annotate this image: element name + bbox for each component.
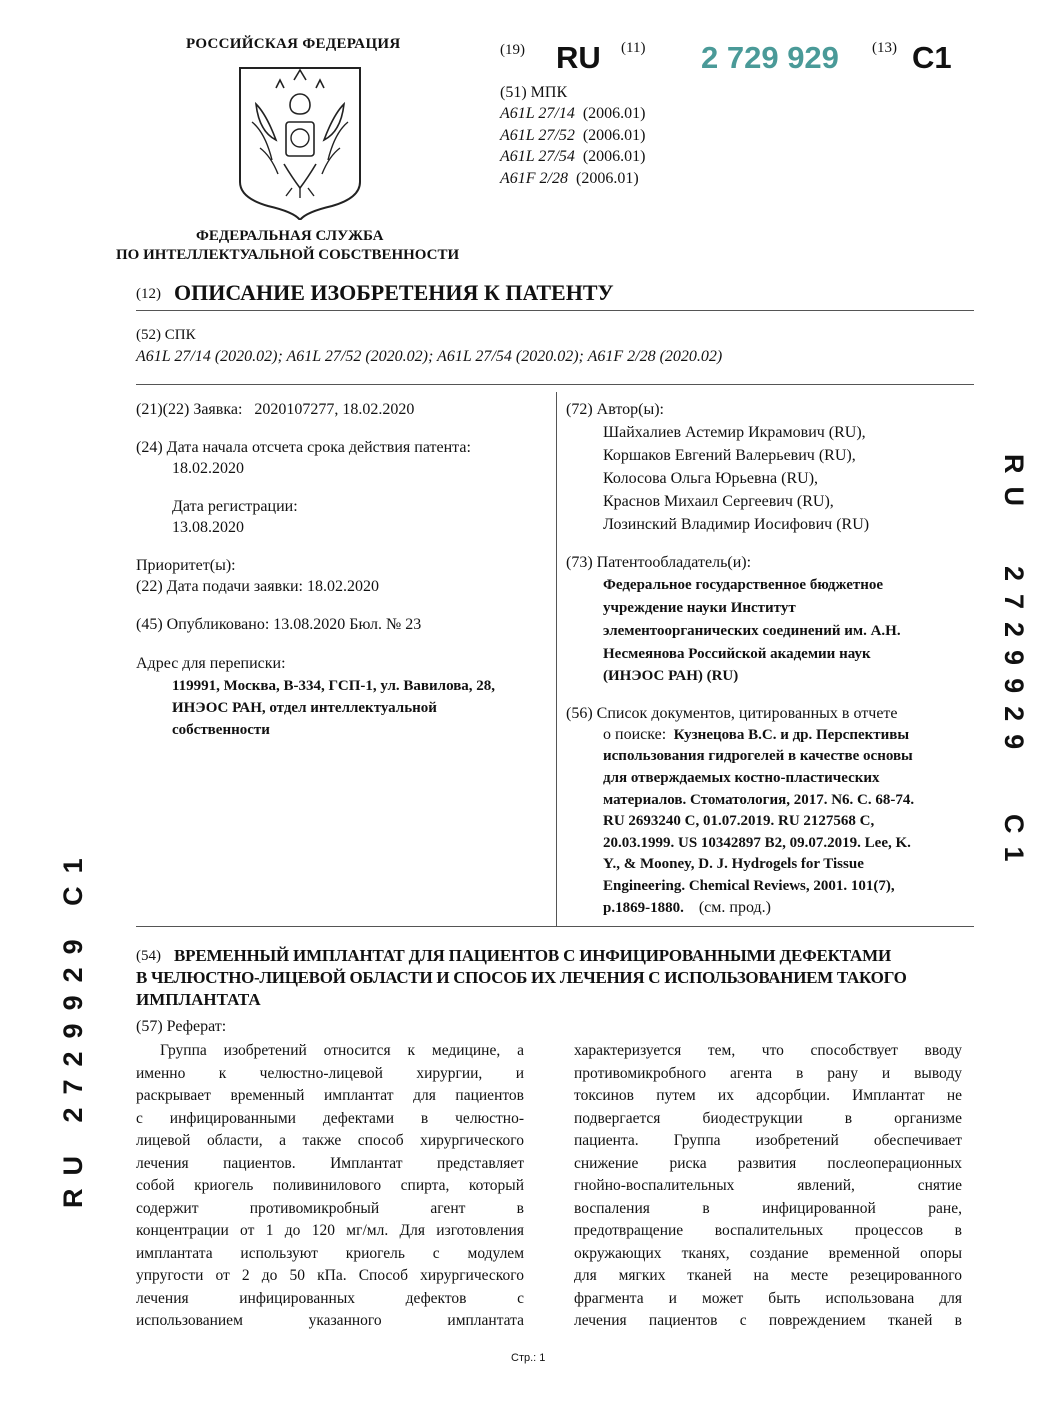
mpk-item-3: A61L 27/54 (2006.01) [500, 148, 646, 165]
mpk-item-2: A61L 27/52 (2006.01) [500, 127, 646, 144]
abstract-line: токсинов путем их адсорбции. Имплантат не [574, 1087, 962, 1104]
abstract-line: содержит противомикробный агент в [136, 1199, 524, 1217]
authors-label: (72) Автор(ы): [566, 401, 664, 418]
cited-line: 20.03.1999. US 10342897 B2, 09.07.2019. Lee, K. [603, 835, 911, 851]
cited-line: использования гидрогелей в качестве основы [603, 748, 913, 764]
agency-line-2: ПО ИНТЕЛЛЕКТУАЛЬНОЙ СОБСТВЕННОСТИ [116, 247, 460, 263]
author-item: Краснов Михаил Сергеевич (RU), [603, 493, 834, 510]
priority-label: Приоритет(ы): [136, 557, 236, 574]
abstract-line: гнойно-воспалительных явлений, снятие [574, 1177, 962, 1194]
abstract-line: окружающих тканях, создание временной опоры [574, 1244, 962, 1262]
cited-line: для отверждаемых костно-пластических [603, 770, 880, 786]
author-item: Лозинский Владимир Иосифович (RU) [603, 516, 870, 533]
invention-title-line: В ЧЕЛЮСТНО-ЛИЦЕВОЙ ОБЛАСТИ И СПОСОБ ИХ ЛЕЧЕНИЯ С ИСПОЛЬЗОВАНИЕМ ТАКОГО [136, 968, 907, 987]
author-item: Шайхалиев Астемир Икрамович (RU), [603, 424, 866, 441]
page-number: Стр.: 1 [511, 1352, 546, 1364]
reg-value: 13.08.2020 [172, 519, 244, 536]
abstract-line: лицевой области, а также способ хирургического [136, 1132, 524, 1149]
abstract-line: с инфицированными дефектами в челюстно- [136, 1109, 524, 1127]
column-divider [556, 392, 557, 926]
published-field: (45) Опубликовано: 13.08.2020 Бюл. № 23 [136, 616, 422, 633]
mpk-item-1: A61L 27/14 (2006.01) [500, 105, 646, 122]
abstract-line: имплантата используют криогель с модулем [136, 1244, 524, 1262]
abstract-line: раскрывает временный имплантат для пациентов [136, 1087, 524, 1104]
mpk-label: (51) МПК [500, 84, 568, 101]
term-label: (24) Дата начала отсчета срока действия патента: [136, 439, 471, 456]
abstract-line: предотвращение воспалительных процессов в [574, 1222, 962, 1239]
cited-last-line: p.1869-1880. (см. прод.) [603, 899, 771, 916]
address-line: 119991, Москва, В-334, ГСП-1, ул. Вавилова, 28, [172, 678, 496, 694]
cited-line: Engineering. Chemical Reviews, 2001. 101(7), [603, 878, 895, 894]
abstract-label: (57) Реферат: [136, 1018, 227, 1035]
code-11: (11) [621, 40, 646, 56]
author-item: Коршаков Евгений Валерьевич (RU), [603, 447, 856, 464]
cited-line: материалов. Стоматология, 2017. N6. С. 68-74. [603, 792, 915, 808]
side-code-right-kind: C1 [999, 814, 1029, 875]
abstract-line: концентрации от 1 до 120 мг/мл. Для изготовления [136, 1222, 524, 1239]
cited-line: RU 2693240 C, 01.07.2019. RU 2127568 C, [603, 813, 875, 829]
cited-first-line: о поиске: Кузнецова В.С. и др. Перспективы [603, 726, 910, 743]
invention-title-line: ВРЕМЕННЫЙ ИМПЛАНТАТ ДЛЯ ПАЦИЕНТОВ С ИНФИЦИРОВАННЫМИ ДЕФЕКТАМИ [174, 946, 891, 965]
address-line: ИНЭОС РАН, отдел интеллектуальной [172, 700, 437, 716]
side-code-right-number: 2729929 [999, 566, 1029, 763]
divider [136, 926, 974, 927]
abstract-line: лечения пациентов. Имплантат представляет [136, 1154, 524, 1172]
divider [136, 384, 974, 385]
cited-line: Y., & Mooney, D. J. Hydrogels for Tissue [603, 856, 864, 872]
abstract-line: пациента. Группа изобретений обеспечивает [574, 1132, 962, 1149]
doc-type-code: (12) [136, 286, 161, 302]
author-item: Колосова Ольга Юрьевна (RU), [603, 470, 819, 487]
address-line: собственности [172, 722, 270, 738]
abstract-line: использованием указанного имплантата [136, 1312, 524, 1329]
application-field: (21)(22) Заявка: 2020107277, 18.02.2020 [136, 401, 415, 418]
abstract-line: противомикробного агента в рану и выводу [574, 1064, 962, 1082]
reg-label: Дата регистрации: [172, 498, 298, 515]
owner-line: учреждение науки Институт [603, 600, 796, 616]
owner-line: Несмеянова Российской академии наук [603, 646, 871, 662]
title-code: (54) [136, 948, 161, 964]
cpc-label: (52) СПК [136, 327, 196, 343]
abstract-line: снижение риска развития послеоперационных [574, 1154, 962, 1172]
abstract-right-column [574, 1040, 962, 1333]
country-name: РОССИЙСКАЯ ФЕДЕРАЦИЯ [186, 36, 401, 52]
abstract-line: подвергается биодеструкции в организме [574, 1109, 962, 1127]
side-code-right-ru: RU [999, 454, 1029, 519]
kind-code: C1 [912, 40, 952, 75]
cited-label: (56) Список документов, цитированных в отчете [566, 705, 898, 722]
owner-label: (73) Патентообладатель(и): [566, 554, 752, 571]
abstract-line: фрагмента и может быть использована для [574, 1289, 962, 1307]
agency-line-1: ФЕДЕРАЛЬНАЯ СЛУЖБА [196, 228, 384, 244]
abstract-left-column [136, 1040, 524, 1333]
doc-type-title: ОПИСАНИЕ ИЗОБРЕТЕНИЯ К ПАТЕНТУ [174, 280, 614, 305]
side-code-left: RU 2729929 C1 [58, 845, 88, 1208]
filing-field: (22) Дата подачи заявки: 18.02.2020 [136, 578, 379, 595]
abstract-line: Группа изобретений относится к медицине, а [160, 1042, 524, 1059]
term-value: 18.02.2020 [172, 460, 244, 477]
divider [136, 310, 974, 311]
patent-number: 2 729 929 [701, 40, 839, 75]
code-13: (13) [872, 40, 897, 56]
code-19: (19) [500, 42, 525, 58]
abstract-line: характеризуется тем, что способствует вводу [574, 1042, 962, 1059]
abstract-line: упругости от 2 до 50 кПа. Способ хирургического [136, 1267, 524, 1284]
owner-line: (ИНЭОС РАН) (RU) [603, 668, 739, 684]
abstract-line: лечения пациентов с повреждением тканей в [574, 1312, 962, 1329]
invention-title-line: ИМПЛАНТАТА [136, 990, 261, 1009]
cpc-value: A61L 27/14 (2020.02); A61L 27/52 (2020.02); A61L 27/54 (2020.02); A61F 2/28 (2020.02) [136, 348, 723, 365]
state-emblem [236, 64, 364, 220]
owner-line: элементоорганических соединений им. А.Н. [603, 623, 901, 639]
abstract-line: собой криогель поливинилового спирта, который [136, 1177, 524, 1194]
abstract-line: именно к челюстно-лицевой хирургии, и [136, 1064, 524, 1082]
abstract-line: воспаления в инфицированной ране, [574, 1199, 962, 1217]
address-label: Адрес для переписки: [136, 655, 286, 672]
owner-line: Федеральное государственное бюджетное [603, 577, 884, 593]
abstract-line: для мягких тканей на месте резецированного [574, 1267, 962, 1284]
abstract-line: лечения инфицированных дефектов с [136, 1289, 524, 1307]
mpk-item-4: A61F 2/28 (2006.01) [500, 170, 639, 187]
country-code: RU [556, 40, 601, 75]
